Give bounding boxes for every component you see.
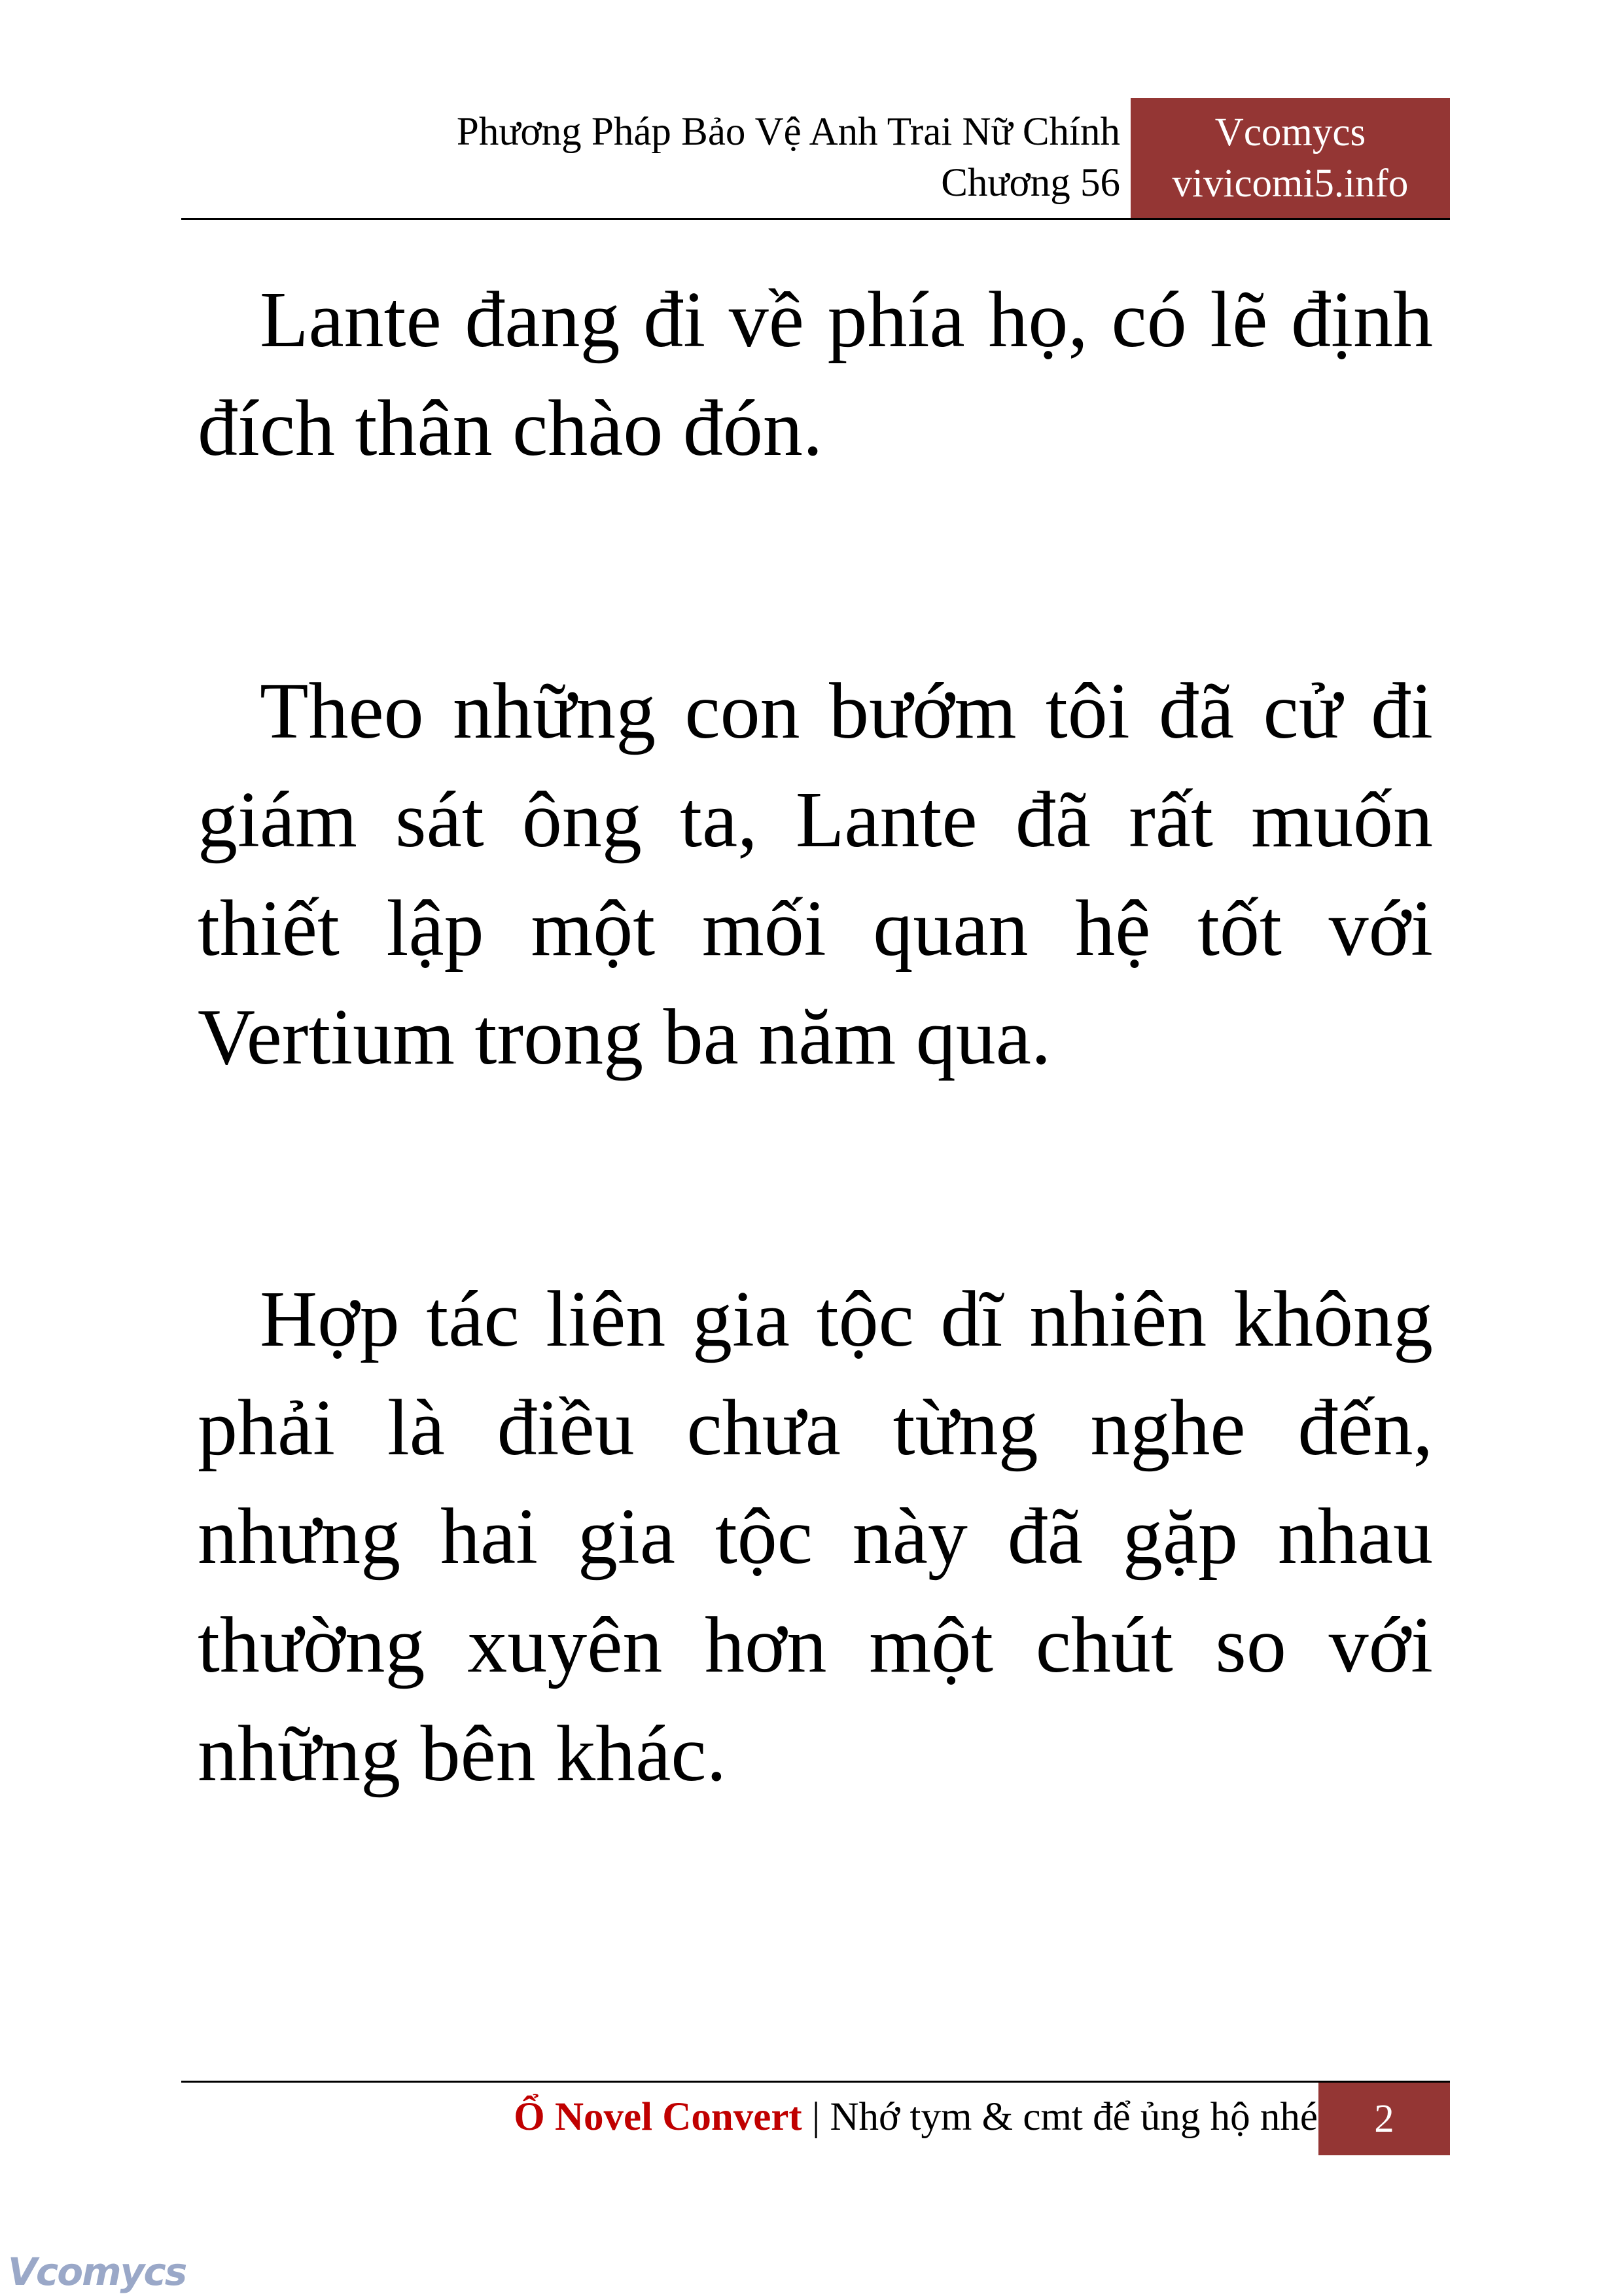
site-badge bbox=[1131, 98, 1450, 219]
site-url[interactable]: vivicomi5.info bbox=[1172, 162, 1409, 206]
footer-brand: Ổ Novel Convert bbox=[514, 2095, 802, 2139]
book-title: Phương Pháp Bảo Vệ Anh Trai Nữ Chính bbox=[456, 110, 1120, 154]
header-titles bbox=[270, 107, 1120, 209]
paragraph-1: Lante đang đi về phía họ, có lẽ định đích thân chào đón. bbox=[198, 276, 1433, 473]
header-divider bbox=[181, 218, 1450, 220]
page-footer bbox=[514, 2091, 1318, 2144]
footer-separator: | bbox=[812, 2095, 821, 2139]
footer-note: Nhớ tym & cmt để ủng hộ nhé bbox=[830, 2095, 1318, 2139]
watermark-logo: Vcomycs bbox=[8, 2250, 186, 2294]
paragraph-3: Hợp tác liên gia tộc dĩ nhiên không phải là điều chưa từng nghe đến, nhưng hai gia tộc này đã gặp nhau thường xuyên hơn một chút so với những bên khác. bbox=[198, 1275, 1433, 1798]
paragraph-2: Theo những con bướm tôi đã cử đi giám sát ông ta, Lante đã rất muốn thiết lập một mối quan hệ tốt với Vertium trong ba năm qua. bbox=[198, 667, 1433, 1081]
chapter-label: Chương 56 bbox=[941, 161, 1120, 205]
site-name: Vcomycs bbox=[1214, 111, 1366, 154]
footer-divider bbox=[181, 2081, 1450, 2083]
page-number: 2 bbox=[1318, 2083, 1450, 2155]
